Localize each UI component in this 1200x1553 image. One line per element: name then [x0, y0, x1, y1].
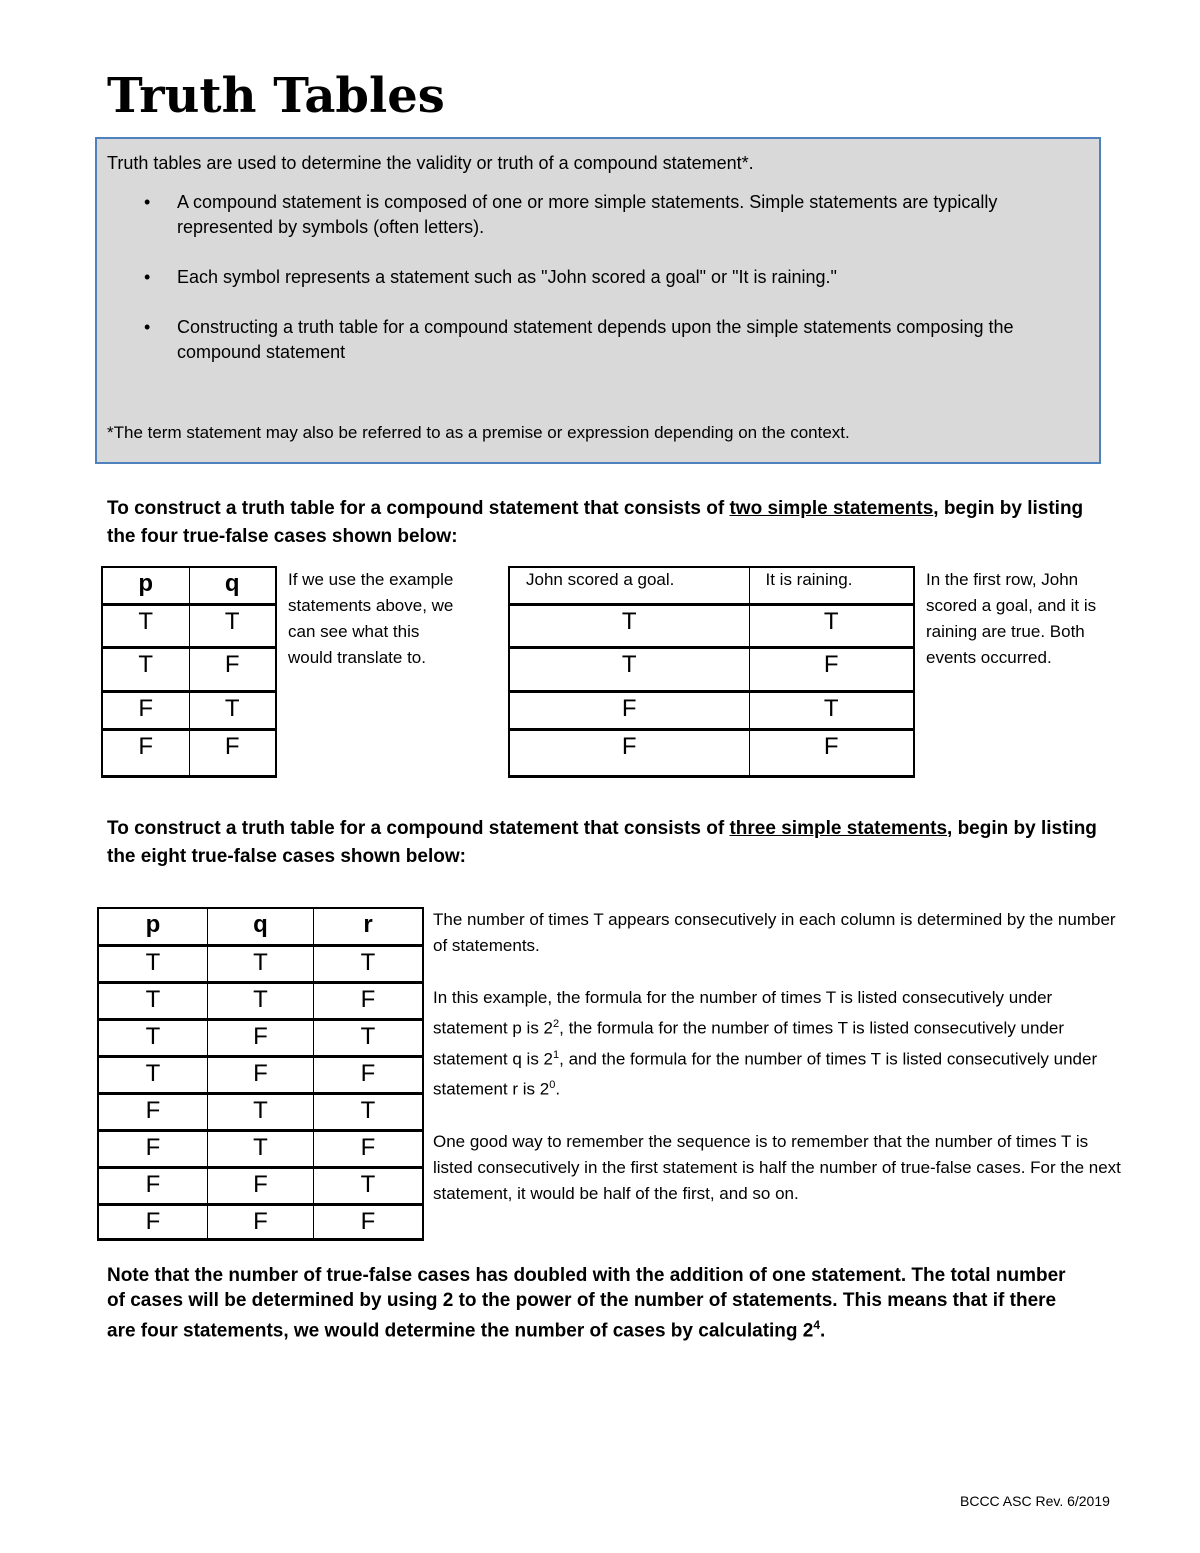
header-p: p — [102, 567, 189, 604]
heading-text: To construct a truth table for a compound statement that consists of — [107, 818, 730, 839]
exponent: 2 — [553, 1018, 560, 1030]
cell: T — [98, 1019, 207, 1056]
three-statements-heading — [107, 815, 1097, 871]
intro-list — [107, 190, 1089, 365]
header-r: r — [314, 908, 423, 945]
middle-note: If we use the example statements above, we can see what this would translate to. — [288, 570, 454, 667]
cell: F — [314, 982, 423, 1019]
truth-table-two — [101, 566, 277, 778]
example-table — [508, 566, 915, 778]
cell: F — [98, 1093, 207, 1130]
right-note: In the first row, John scored a goal, and it is raining are true. Both events occurred. — [926, 570, 1097, 667]
cell: T — [189, 604, 276, 647]
cell: T — [98, 945, 207, 982]
header-john: John scored a goal. — [509, 567, 749, 604]
cell: T — [207, 945, 313, 982]
intro-bullet: • A compound statement is composed of one or more simple statements. Simple statements are typically represented by symbols (often letters). — [177, 190, 1089, 240]
text: In this example, the formula for the number of times T is listed consecutively under statement p is 2 — [433, 988, 1053, 1038]
text: . — [555, 1079, 561, 1099]
truth-table-three — [97, 907, 424, 1241]
intro-box — [95, 137, 1101, 464]
footer: BCCC ASC Rev. 6/2019 — [960, 1493, 1110, 1509]
intro-bullet: • Constructing a truth table for a compound statement depends upon the simple statements composing the compound statement — [177, 315, 1089, 365]
header-raining: It is raining. — [749, 567, 914, 604]
text: Note that the number of true-false cases has doubled with the addition of one statement. The total number of cases will be determined by using 2 to the power of the number of statements. This means that if there are four statements, we would determine the number of cases by calculating 2 — [107, 1265, 1066, 1342]
cell: F — [314, 1130, 423, 1167]
exponent: 4 — [813, 1318, 821, 1332]
cell: T — [509, 647, 749, 691]
cell: T — [207, 982, 313, 1019]
heading-underlined: two simple statements — [729, 498, 934, 519]
cell: T — [98, 982, 207, 1019]
note-paragraph — [107, 1263, 1067, 1343]
cell: T — [207, 1093, 313, 1130]
cell: T — [314, 1019, 423, 1056]
header-p: p — [98, 908, 207, 945]
cell: F — [509, 729, 749, 776]
heading-text: , begin by listing the four true-false cases shown below: — [107, 498, 1084, 547]
intro-lead: Truth tables are used to determine the validity or truth of a compound statement*. — [107, 153, 754, 173]
cell: T — [207, 1130, 313, 1167]
header-q: q — [189, 567, 276, 604]
cell: T — [314, 1093, 423, 1130]
cell: F — [207, 1204, 313, 1239]
cell: F — [98, 1130, 207, 1167]
cell: T — [98, 1056, 207, 1093]
intro-bullet: • Each symbol represents a statement such as "John scored a goal" or "It is raining." — [177, 265, 1089, 290]
explanation — [433, 907, 1128, 1207]
text: . — [820, 1320, 826, 1342]
explanation-p2 — [433, 985, 1128, 1103]
cell: T — [189, 691, 276, 729]
intro-footnote: *The term statement may also be referred to as a premise or expression depending on the context. — [107, 423, 850, 442]
cell: F — [207, 1167, 313, 1204]
cell: F — [102, 729, 189, 776]
heading-underlined: three simple statements — [729, 818, 948, 839]
cell: F — [98, 1204, 207, 1239]
cell: F — [314, 1056, 423, 1093]
cell: F — [207, 1019, 313, 1056]
exponent: 0 — [549, 1079, 556, 1092]
cell: F — [98, 1167, 207, 1204]
cell: T — [749, 691, 914, 729]
explanation-p1: The number of times T appears consecutively in each column is determined by the number of statements. — [433, 910, 1116, 955]
cell: F — [189, 729, 276, 776]
page-title: Truth Tables — [107, 68, 445, 124]
cell: F — [207, 1056, 313, 1093]
cell: T — [102, 647, 189, 691]
cell: T — [314, 1167, 423, 1204]
cell: F — [189, 647, 276, 691]
heading-text: To construct a truth table for a compound statement that consists of — [107, 498, 730, 519]
text: , the formula for the number of times T is listed consecutively under statement q is 2 — [433, 1018, 1065, 1069]
cell: F — [749, 647, 914, 691]
cell: T — [509, 604, 749, 647]
cell: T — [749, 604, 914, 647]
cell: T — [102, 604, 189, 647]
cell: F — [314, 1204, 423, 1239]
heading-text: , begin by listing the eight true-false cases shown below: — [107, 818, 1097, 867]
exponent: 1 — [553, 1048, 560, 1061]
explanation-p3: One good way to remember the sequence is to remember that the number of times T is listed consecutively in the first statement is half the number of true-false cases. For the next statement, it would be half of the first, and so on. — [433, 1131, 1121, 1203]
two-statements-heading — [107, 495, 1097, 551]
cell: F — [102, 691, 189, 729]
cell: F — [509, 691, 749, 729]
cell: T — [314, 945, 423, 982]
text: , and the formula for the number of times T is listed consecutively under statement r is 2 — [433, 1049, 1098, 1099]
header-q: q — [207, 908, 313, 945]
cell: F — [749, 729, 914, 776]
